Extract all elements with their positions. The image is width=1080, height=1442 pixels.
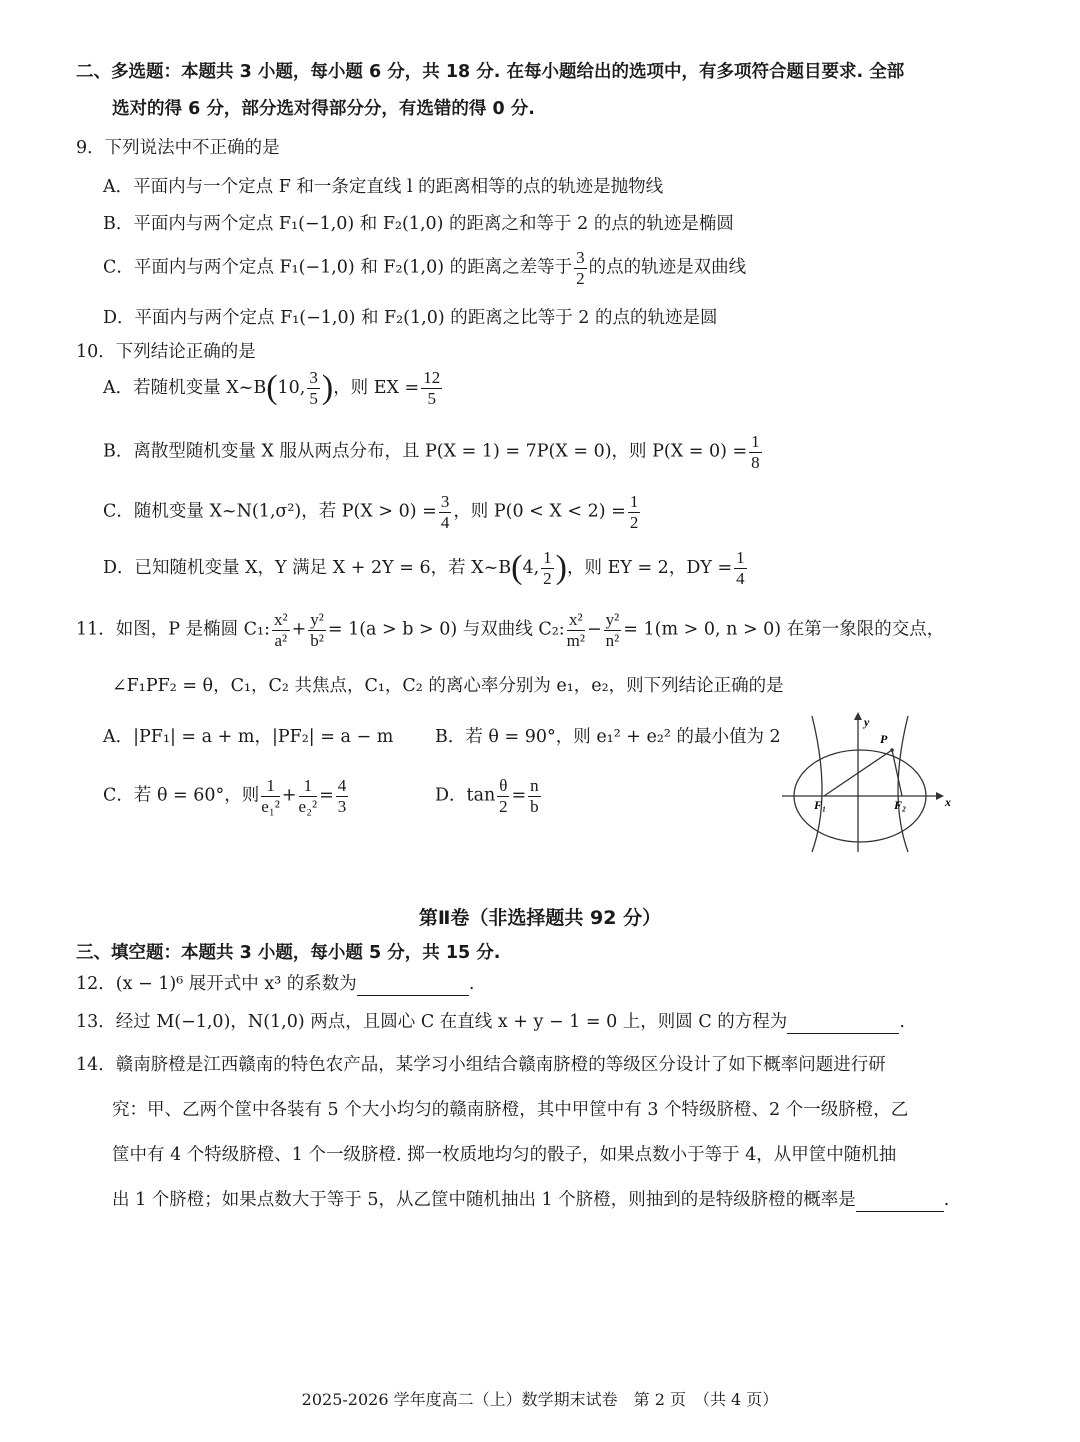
q11-hy-den: n² [605, 630, 620, 650]
section3-header: 三、填空题：本题共 3 小题，每小题 5 分，共 15 分. [76, 943, 501, 963]
q10-a-text: A．若随机变量 X~B [103, 377, 267, 398]
q11-c-frac2 [299, 776, 318, 816]
q11-option-d [435, 776, 543, 816]
q11-figure [780, 712, 960, 854]
part2-title: 第Ⅱ卷（非选择题共 92 分） [418, 907, 662, 929]
q14-line4-text: 出 1 个脐橙；如果点数大于等于 5，从乙筐中随机抽出 1 个脐橙，则抽到的是特级脐橙的概率是 [112, 1190, 856, 1210]
q11-d-d2: b [530, 796, 539, 816]
q12-end: . [468, 974, 475, 994]
q11-ey-num: y² [310, 610, 324, 629]
q11-c-eq: = [319, 785, 334, 806]
q14-line4 [112, 1190, 949, 1212]
q11-ellipse-y [308, 610, 326, 650]
q10-c-text: C．随机变量 X~N(1,σ²)，若 P(X > 0) = [103, 501, 437, 522]
q11-hx-den: m² [566, 630, 585, 650]
page-footer: 2025-2026 学年度高二（上）数学期末试卷 第 2 页 （共 4 页） [301, 1390, 779, 1409]
q14-line2: 究：甲、乙两个筐中各装有 5 个大小均匀的赣南脐橙，其中甲筐中有 3 个特级脐橙、2 个一级脐橙，乙 [112, 1100, 909, 1120]
q10-a-answer [421, 368, 442, 408]
q11-c-n3: 4 [337, 776, 347, 795]
q10-d-rparen: ) [555, 549, 567, 586]
q10-a-ans-den: 5 [427, 388, 436, 408]
label-p: P [880, 732, 888, 746]
q11-ey-den: b² [310, 630, 324, 650]
q11-hyperbola-x [567, 610, 585, 650]
q10-d-text: D．已知随机变量 X，Y 满足 X + 2Y = 6，若 X~B [103, 557, 512, 578]
q10-a-mid: ，则 EX = [333, 377, 420, 398]
q10-d-ans-den: 4 [736, 568, 745, 588]
q11-option-a: A．|PF₁| = a + m，|PF₂| = a − m [103, 727, 394, 747]
q10-d-lparen: ( [511, 549, 523, 586]
q11-ex-num: x² [273, 610, 288, 629]
q10-a-rparen: ) [321, 369, 334, 406]
q10-b-den: 8 [751, 452, 760, 472]
q10-a-num: 3 [309, 368, 318, 388]
q14-answer-blank[interactable] [856, 1190, 944, 1212]
q10-d-frac [541, 548, 554, 588]
q12-answer-blank[interactable] [357, 974, 469, 996]
q11-stem-pre: 11．如图，P 是椭圆 C₁: [76, 619, 270, 640]
q9-c-num: 3 [576, 248, 585, 267]
q10-d-den: 2 [543, 568, 552, 588]
q10-c-mid: ，则 P(0 < X < 2) = [453, 501, 626, 522]
q11-c-text: C．若 θ = 60°，则 [103, 785, 260, 806]
q9-option-c [103, 248, 746, 288]
q13-end: . [899, 1012, 905, 1032]
q11-d-frac2 [528, 776, 541, 816]
q9-c-fraction [574, 248, 587, 288]
q10-a-frac [307, 368, 320, 408]
q10-d-answer [734, 548, 747, 588]
q10-c-ans-den: 2 [629, 512, 639, 532]
q12-text: 12．(x − 1)⁶ 展开式中 x³ 的系数为 [76, 974, 357, 994]
q11-e-tail: = 1(a > b > 0) 与双曲线 C₂: [327, 619, 565, 640]
q10-a-ans-num: 12 [423, 368, 441, 388]
q10-a-lparen: ( [266, 369, 278, 406]
q10-b-num: 1 [751, 432, 760, 451]
q11-h-minus: − [587, 619, 602, 640]
q10-c-ans-num: 1 [629, 492, 639, 511]
q9-option-a: A．平面内与一个定点 F 和一条定直线 l 的距离相等的点的轨迹是抛物线 [103, 177, 664, 197]
q11-stem [76, 610, 944, 650]
label-f1: F₁ [814, 798, 827, 812]
q11-c-plus: + [281, 785, 297, 806]
q9-option-b: B．平面内与两个定点 F₁(−1,0) 和 F₂(1,0) 的距离之和等于 2 的点的轨迹是椭圆 [103, 214, 734, 234]
q11-line2: ∠F₁PF₂ = θ，C₁，C₂ 共焦点，C₁，C₂ 的离心率分别为 e₁，e₂，则下列结论正确的是 [112, 676, 784, 696]
q10-option-a [103, 368, 444, 409]
q10-d-mid: ，则 EY = 2，DY = [567, 557, 733, 578]
q13-text: 13．经过 M(−1,0)，N(1,0) 两点，且圆心 C 在直线 x + y − 1 = 0 上，则圆 C 的方程为 [76, 1012, 788, 1032]
q12-line [76, 974, 474, 996]
q11-e-plus: + [291, 619, 307, 640]
q10-d-num: 1 [543, 548, 552, 568]
point-p [890, 748, 894, 752]
q10-c-answer [628, 492, 641, 532]
q10-d-arg: 4, [522, 557, 540, 578]
q10-b-answer [749, 432, 762, 472]
label-f2: F₂ [894, 798, 907, 812]
q10-option-b [103, 432, 764, 472]
q10-c-den: 4 [440, 512, 450, 532]
section2-header-line2: 选对的得 6 分，部分选对得部分分，有选错的得 0 分. [112, 99, 535, 119]
q11-hx-num: x² [567, 610, 585, 631]
q9-stem: 9．下列说法中不正确的是 [76, 138, 280, 158]
q11-d-num: θ [499, 776, 508, 795]
q9-c-text-end: 的点的轨迹是双曲线 [588, 257, 747, 278]
q11-option-c [103, 776, 350, 816]
q13-line [76, 1012, 905, 1034]
q11-c-d2: e₂² [298, 796, 318, 816]
q11-d-text: D．tan [435, 785, 496, 806]
x-axis-arrow-icon [936, 792, 944, 800]
q11-hyperbola-y [604, 610, 622, 650]
q11-d-den: 2 [499, 796, 508, 816]
q10-a-den: 5 [309, 388, 318, 408]
q14-end: . [943, 1190, 950, 1210]
q14-line3: 筐中有 4 个特级脐橙、1 个一级脐橙. 掷一枚质地均匀的骰子，如果点数小于等于 4，从甲筐中随机抽 [112, 1145, 897, 1165]
q10-option-c [103, 492, 642, 532]
q11-d-eq: = [511, 785, 527, 806]
q11-d-n2: n [530, 776, 539, 795]
q11-c-n2: 1 [299, 776, 318, 797]
q9-c-text: C．平面内与两个定点 F₁(−1,0) 和 F₂(1,0) 的距离之差等于 [103, 257, 573, 278]
q11-hy-num: y² [605, 610, 620, 629]
q11-c-d3: 3 [337, 796, 347, 816]
q10-d-ans-num: 1 [736, 548, 745, 568]
y-axis-arrow-icon [854, 712, 862, 720]
q11-option-b: B．若 θ = 90°，则 e₁² + e₂² 的最小值为 2 [435, 727, 781, 747]
q13-answer-blank[interactable] [787, 1012, 899, 1034]
q11-c-frac1 [261, 776, 280, 816]
label-x: x [945, 795, 951, 809]
q10-option-d [103, 548, 749, 589]
q10-c-num: 3 [440, 492, 450, 511]
q11-c-d1: e₁² [261, 796, 280, 816]
q10-stem: 10．下列结论正确的是 [76, 342, 256, 362]
q10-b-text: B．离散型随机变量 X 服从两点分布，且 P(X = 1) = 7P(X = 0)，则 P(X = 0) = [103, 441, 748, 462]
q10-c-frac [439, 492, 452, 532]
q10-a-arg: 10, [277, 377, 306, 398]
q11-ellipse-x [272, 610, 290, 650]
section2-header-line1: 二、多选题：本题共 3 小题，每小题 6 分，共 18 分. 在每小题给出的选项中，有多项符合题目要求. 全部 [76, 62, 905, 82]
q14-line1: 14．赣南脐橙是江西赣南的特色农产品，某学习小组结合赣南脐橙的等级区分设计了如下概率问题进行研 [76, 1055, 886, 1075]
q11-c-n1: 1 [261, 776, 280, 797]
label-y: y [864, 715, 870, 729]
q11-c-frac3 [336, 776, 349, 816]
q9-option-d: D．平面内与两个定点 F₁(−1,0) 和 F₂(1,0) 的距离之比等于 2 的点的轨迹是圆 [103, 308, 718, 328]
q9-c-den: 2 [576, 268, 585, 288]
q11-h-tail: = 1(m > 0, n > 0) 在第一象限的交点， [623, 619, 945, 640]
q11-d-frac1 [497, 776, 509, 816]
q11-ex-den: a² [274, 630, 288, 650]
